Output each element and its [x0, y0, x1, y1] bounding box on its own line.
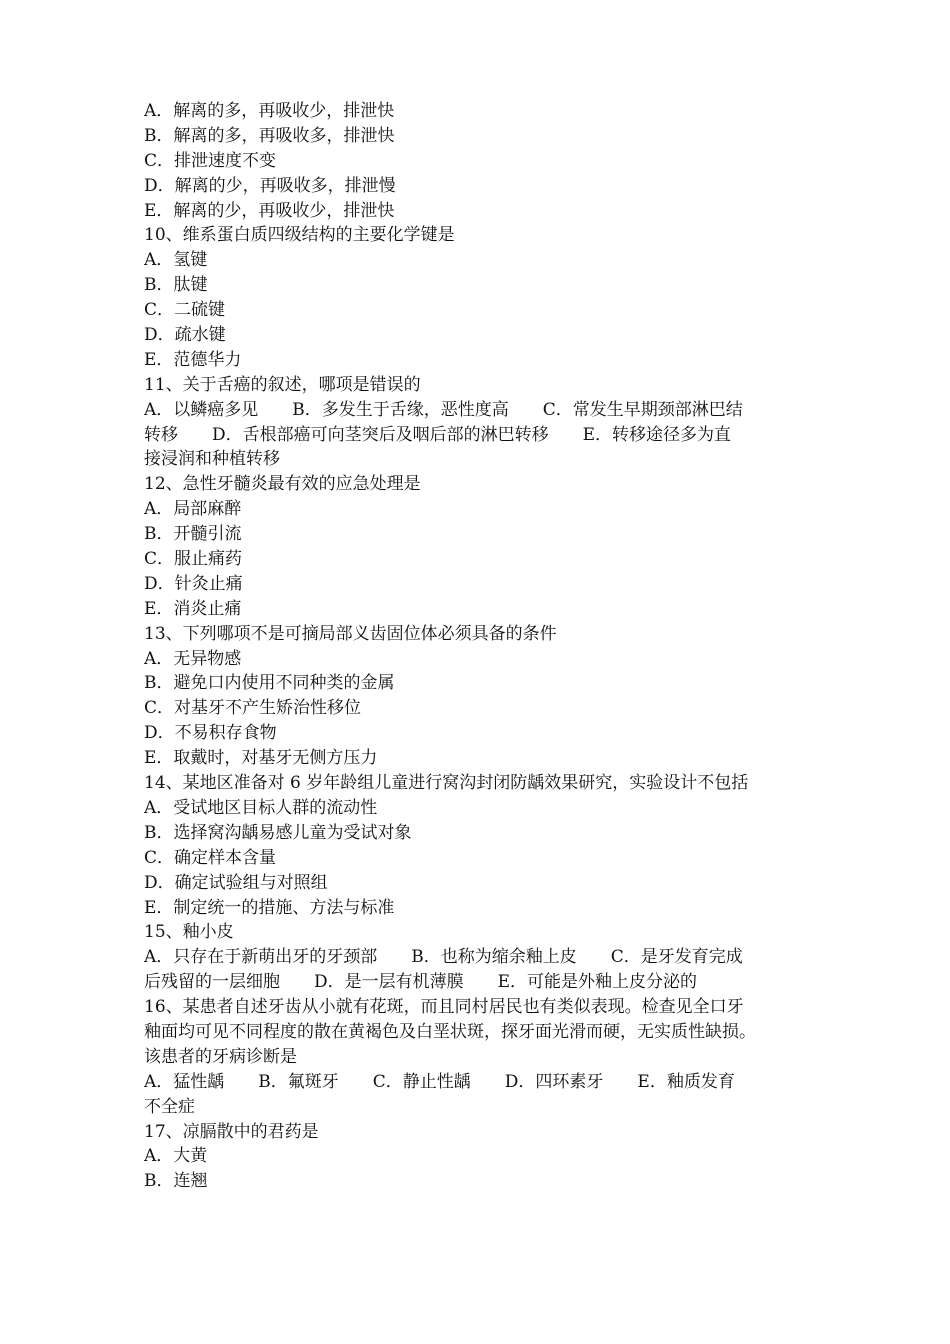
option-line: 后残留的一层细胞 D．是一层有机薄膜 E．可能是外釉上皮分泌的 [144, 972, 698, 993]
option-line: E．消炎止痛 [144, 598, 242, 619]
option-line: A．局部麻醉 [144, 499, 242, 520]
question-12 [144, 472, 812, 621]
question-stem: 16、某患者自述牙齿从小就有花斑，而且同村居民也有类似表现。检查见全口牙 [144, 997, 744, 1018]
option-line: A．大黄 [144, 1146, 208, 1167]
option-line: A．氢键 [144, 250, 208, 271]
question-stem: 该患者的牙病诊断是 [144, 1046, 297, 1067]
option-line: D．针灸止痛 [144, 573, 243, 594]
option-line: A．以鳞癌多见 B．多发生于舌缘，恶性度高 C．常发生早期颈部淋巴结 [144, 399, 743, 420]
option-line: A．无异物感 [144, 648, 242, 669]
option-line: B．连翘 [144, 1171, 208, 1192]
question-13 [144, 622, 812, 771]
option-line: E．解离的少，再吸收少，排泄快 [144, 200, 395, 221]
option-line: E．制定统一的措施、方法与标准 [144, 897, 395, 918]
option-line: E．取戴时，对基牙无侧方压力 [144, 748, 378, 769]
option-line: C．对基牙不产生矫治性移位 [144, 698, 362, 719]
question-stem: 17、凉膈散中的君药是 [144, 1121, 319, 1142]
option-line: C．确定样本含量 [144, 847, 277, 868]
question-stem: 10、维系蛋白质四级结构的主要化学键是 [144, 225, 455, 246]
option-line: A．受试地区目标人群的流动性 [144, 797, 378, 818]
option-line: C．排泄速度不变 [144, 150, 277, 171]
option-line: D．不易积存食物 [144, 723, 277, 744]
question-stem: 15、釉小皮 [144, 922, 234, 943]
option-line: B．开髓引流 [144, 524, 242, 545]
option-line: D．解离的少，再吸收多，排泄慢 [144, 175, 396, 196]
option-line: C．二硫键 [144, 300, 226, 321]
document-page [144, 99, 812, 1194]
option-line: 转移 D．舌根部癌可向茎突后及咽后部的淋巴转移 E．转移途径多为直 [144, 424, 732, 445]
question-16 [144, 995, 812, 1119]
option-line: A．解离的多，再吸收少，排泄快 [144, 101, 395, 121]
question-stem: 11、关于舌癌的叙述，哪项是错误的 [144, 374, 421, 395]
option-line: E．范德华力 [144, 349, 242, 370]
option-line: A．只存在于新萌出牙的牙颈部 B．也称为缩余釉上皮 C．是牙发育完成 [144, 947, 743, 968]
question-14 [144, 771, 812, 920]
option-line: 不全症 [144, 1096, 195, 1117]
question-11 [144, 373, 812, 473]
question-stem: 釉面均可见不同程度的散在黄褐色及白垩状斑，探牙面光滑而硬，无实质性缺损。 [144, 1021, 756, 1042]
option-line: B．避免口内使用不同种类的金属 [144, 673, 395, 694]
option-line: B．选择窝沟龋易感儿童为受试对象 [144, 822, 412, 843]
question-9-options [144, 99, 812, 223]
question-stem: 12、急性牙髓炎最有效的应急处理是 [144, 474, 421, 495]
question-stem: 13、下列哪项不是可摘局部义齿固位体必须具备的条件 [144, 623, 557, 644]
option-line: C．服止痛药 [144, 549, 243, 570]
option-line: D．确定试验组与对照组 [144, 872, 328, 893]
question-15 [144, 920, 812, 995]
question-10 [144, 223, 812, 372]
option-line: B．肽键 [144, 275, 208, 296]
option-line: A．猛性龋 B．氟斑牙 C．静止性龋 D．四环素牙 E．釉质发育 [144, 1071, 735, 1092]
question-stem: 14、某地区准备对 6 岁年龄组儿童进行窝沟封闭防龋效果研究，实验设计不包括 [144, 773, 749, 794]
option-line: 接浸润和种植转移 [144, 449, 280, 470]
option-line: B．解离的多，再吸收多，排泄快 [144, 125, 395, 146]
option-line: D．疏水键 [144, 325, 226, 346]
question-17 [144, 1120, 812, 1195]
